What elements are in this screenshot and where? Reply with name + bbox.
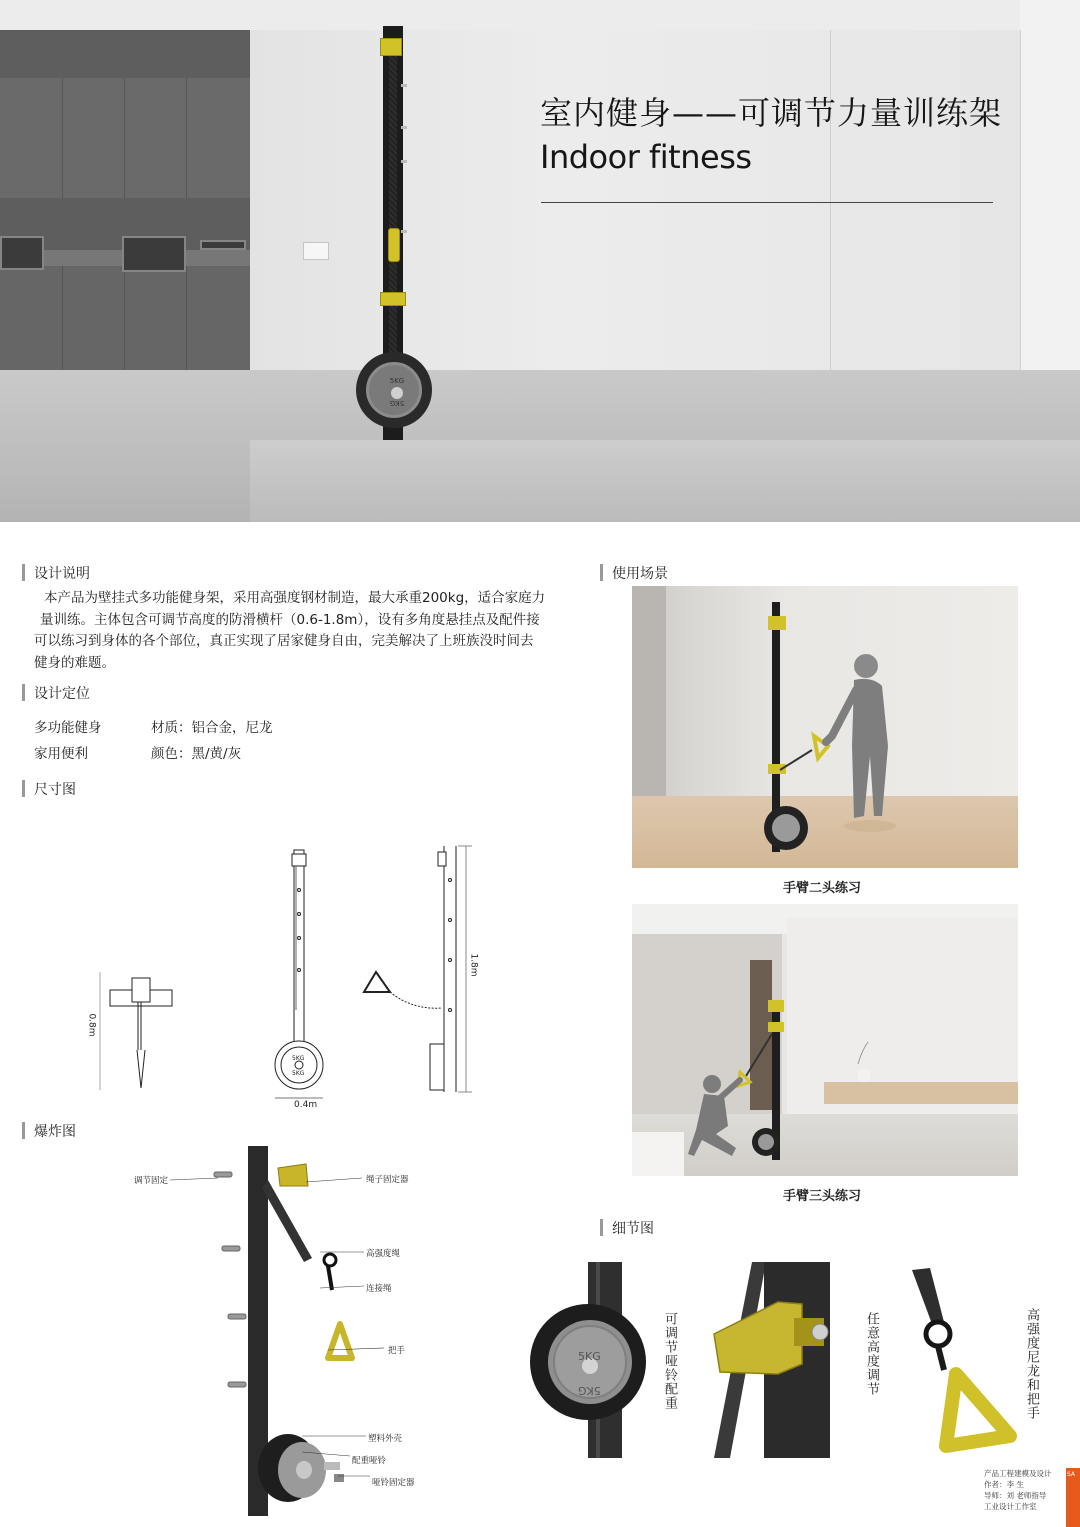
section-heading-exploded: 爆炸图	[22, 1121, 76, 1141]
positioning-right-1: 材质：铝合金，尼龙	[151, 720, 273, 736]
hero-weight-wheel	[356, 352, 432, 428]
label-plastic-shell: 塑料外壳	[368, 1434, 403, 1444]
footer-badge	[1066, 1468, 1080, 1527]
label-adjust-fix: 调节固定	[134, 1176, 169, 1186]
section-heading-design-description: 设计说明	[22, 563, 90, 583]
design-description-text	[34, 588, 594, 674]
usage-photo-triceps	[632, 904, 1018, 1176]
dimension-drawing-svg	[80, 840, 500, 1110]
usage-caption-2: 手臂三头练习	[783, 1189, 862, 1204]
label-handle: 把手	[388, 1346, 406, 1356]
hero-handle	[200, 240, 246, 250]
dim-plate-label-top: 5KG	[292, 1055, 305, 1062]
dim-label-side: 0.8m	[86, 1013, 97, 1037]
positioning-right-2: 颜色：黑/黄/灰	[151, 746, 242, 762]
hero-plate-label-bottom: 5KG	[389, 399, 405, 407]
page-title-cn: 室内健身——可调节力量训练架	[540, 94, 1003, 132]
hero-wall-switch	[303, 242, 329, 260]
description-line: 本产品为壁挂式多功能健身架，采用高强度钢材制造，最大承重200kg，适合家庭力	[44, 590, 546, 606]
description-line: 量训练。主体包含可调节高度的防滑横杆（0.6-1.8m），设有多角度悬挂点及配件接	[40, 611, 540, 628]
label-strap: 高强度绳	[366, 1249, 401, 1259]
footer-credits	[984, 1468, 1052, 1512]
hero-top-bracket	[380, 38, 402, 56]
detail-plate-label-bottom: 5KG	[578, 1384, 601, 1397]
dim-label-height: 1.8m	[468, 953, 479, 977]
footer-line: 产品工程建模及设计	[984, 1469, 1052, 1478]
section-heading-dimension: 尺寸图	[22, 779, 76, 799]
hero-kitchen	[0, 30, 250, 370]
detail-plate-label-top: 5KG	[578, 1350, 601, 1363]
hero-oven-left	[0, 236, 44, 270]
exploded-leader-lines	[170, 1170, 410, 1490]
section-heading-detail: 细节图	[600, 1218, 654, 1238]
positioning-left-1: 多功能健身	[34, 720, 102, 736]
description-line: 可以练习到身体的各个部位，真正实现了居家健身自由，完美解决了上班族没时间去	[34, 633, 534, 649]
usage-photo-biceps	[632, 586, 1018, 868]
description-line: 健身的难题。	[34, 654, 115, 671]
detail-handle-svg	[904, 1266, 1034, 1462]
hero-mid-bracket	[380, 292, 406, 306]
hero-floor	[250, 440, 1080, 522]
page-title-en: Indoor fitness	[540, 138, 752, 176]
footer-line: 导师：刘 老师指导	[984, 1491, 1047, 1500]
footer-badge-text: SA	[1067, 1471, 1076, 1478]
label-rope-fixer: 绳子固定器	[366, 1175, 409, 1185]
hero-image	[0, 0, 1080, 522]
label-dumbbell-fixer: 哑铃固定器	[372, 1478, 415, 1488]
usage-caption-1: 手臂二头练习	[783, 881, 862, 896]
hero-plate-label-top: 5KG	[389, 377, 405, 385]
hero-ceiling	[0, 0, 1080, 30]
label-connector: 连接绳	[366, 1284, 392, 1294]
section-heading-design-positioning: 设计定位	[22, 683, 90, 703]
hero-microwave	[122, 236, 186, 272]
detail-label-weight: 可调节哑铃配重	[662, 1312, 677, 1410]
section-heading-usage: 使用场景	[600, 563, 668, 583]
positioning-left-2: 家用便利	[34, 746, 88, 762]
detail-label-handle: 高强度尼龙和把手	[1024, 1308, 1039, 1420]
detail-label-height: 任意高度调节	[864, 1312, 879, 1396]
title-divider	[541, 202, 993, 203]
label-weight: 配重哑铃	[352, 1456, 387, 1466]
dim-label-width: 0.4m	[294, 1100, 318, 1110]
dim-plate-label-bottom: 5KG	[292, 1070, 305, 1077]
hero-handle-yellow	[388, 228, 400, 262]
footer-line: 作者：李 生	[984, 1480, 1024, 1489]
detail-bracket-svg	[706, 1262, 846, 1458]
footer-line: 工业设计工作室	[984, 1502, 1037, 1511]
